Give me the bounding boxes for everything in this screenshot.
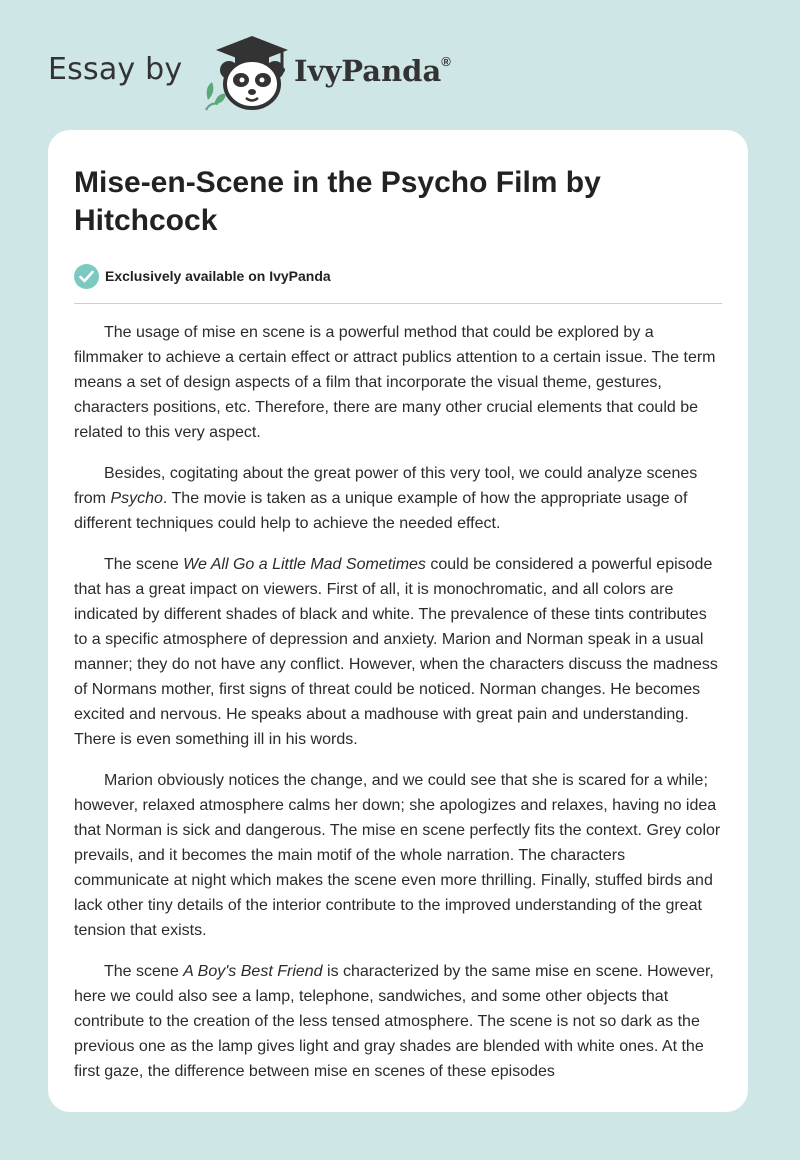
panda-logo-icon[interactable] <box>202 32 294 112</box>
check-icon <box>74 264 99 289</box>
paragraph-5-text-a: The scene <box>104 963 184 980</box>
paragraph-2-text-a: Besides, cogitating about the great power of this very tool, we could analyze scenes from <box>74 465 698 507</box>
paragraph-2 <box>74 461 722 536</box>
brand-name[interactable] <box>294 54 451 88</box>
essay-body <box>74 320 722 1100</box>
essay-by-label: Essay by <box>48 52 183 87</box>
brand-text: IvyPanda <box>294 54 442 88</box>
scene-title-boys-best-friend: A Boy's Best Friend <box>183 963 323 980</box>
scene-title-mad-sometimes: We All Go a Little Mad Sometimes <box>183 556 426 573</box>
paragraph-3-text-a: The scene <box>104 556 184 573</box>
divider <box>74 303 722 304</box>
page-title: Mise-en-Scene in the Psycho Film by Hitchcock <box>74 166 601 237</box>
essay-card <box>48 130 748 1112</box>
paragraph-5 <box>74 959 722 1084</box>
exclusive-badge <box>74 263 331 289</box>
exclusive-label: Exclusively available on IvyPanda <box>105 268 331 284</box>
paragraph-1: The usage of mise en scene is a powerful method that could be explored by a filmmaker to achieve a certain effect or attract publics attention to a certain issue. The term means a set of design aspects of a film that incorporate the visual theme, gestures, characters positions, etc. Therefore, there are many other crucial elements that could be related to this very aspect. <box>74 324 716 441</box>
paragraph-3-text-b: could be considered a powerful episode that has a great impact on viewers. First of all, it is monochromatic, and all colors are indicated by different shades of black and white. The prevalence of these tints contributes to a specific atmosphere of depression and anxiety. Marion and Norman speak in a usual manner; they do not have any conflict. However, when the characters discuss the madness of Normans mother, first signs of threat could be noticed. Norman changes. He becomes excited and nervous. He speaks about a madhouse with great pain and understanding. There is even something ill in his words. <box>74 556 718 748</box>
registered-mark: ® <box>441 54 451 70</box>
paragraph-5-text-b: is characterized by the same mise en scene. However, here we could also see a lamp, telephone, sandwiches, and some other objects that contribute to the creation of the less tensed atmosphere. The scene is not so dark as the previous one as the lamp gives light and gray shades are blended with white ones. At the first gaze, the difference between mise en scenes of these episodes <box>74 963 714 1080</box>
film-title-psycho: Psycho <box>110 490 163 507</box>
paragraph-4: Marion obviously notices the change, and we could see that she is scared for a while; however, relaxed atmosphere calms her down; she apologizes and relaxes, having no idea that Norman is sick and dangerous. The mise en scene perfectly fits the context. Grey color prevails, and it becomes the main motif of the whole narration. The characters communicate at night which makes the scene even more thrilling. Finally, stuffed birds and lack other tiny details of the interior contribute to the improved understanding of the great tension that exists. <box>74 772 721 939</box>
paragraph-2-text-b: . The movie is taken as a unique example of how the appropriate usage of different techniques could help to achieve the needed effect. <box>74 490 688 532</box>
paragraph-3 <box>74 552 722 752</box>
site-header <box>48 30 508 110</box>
